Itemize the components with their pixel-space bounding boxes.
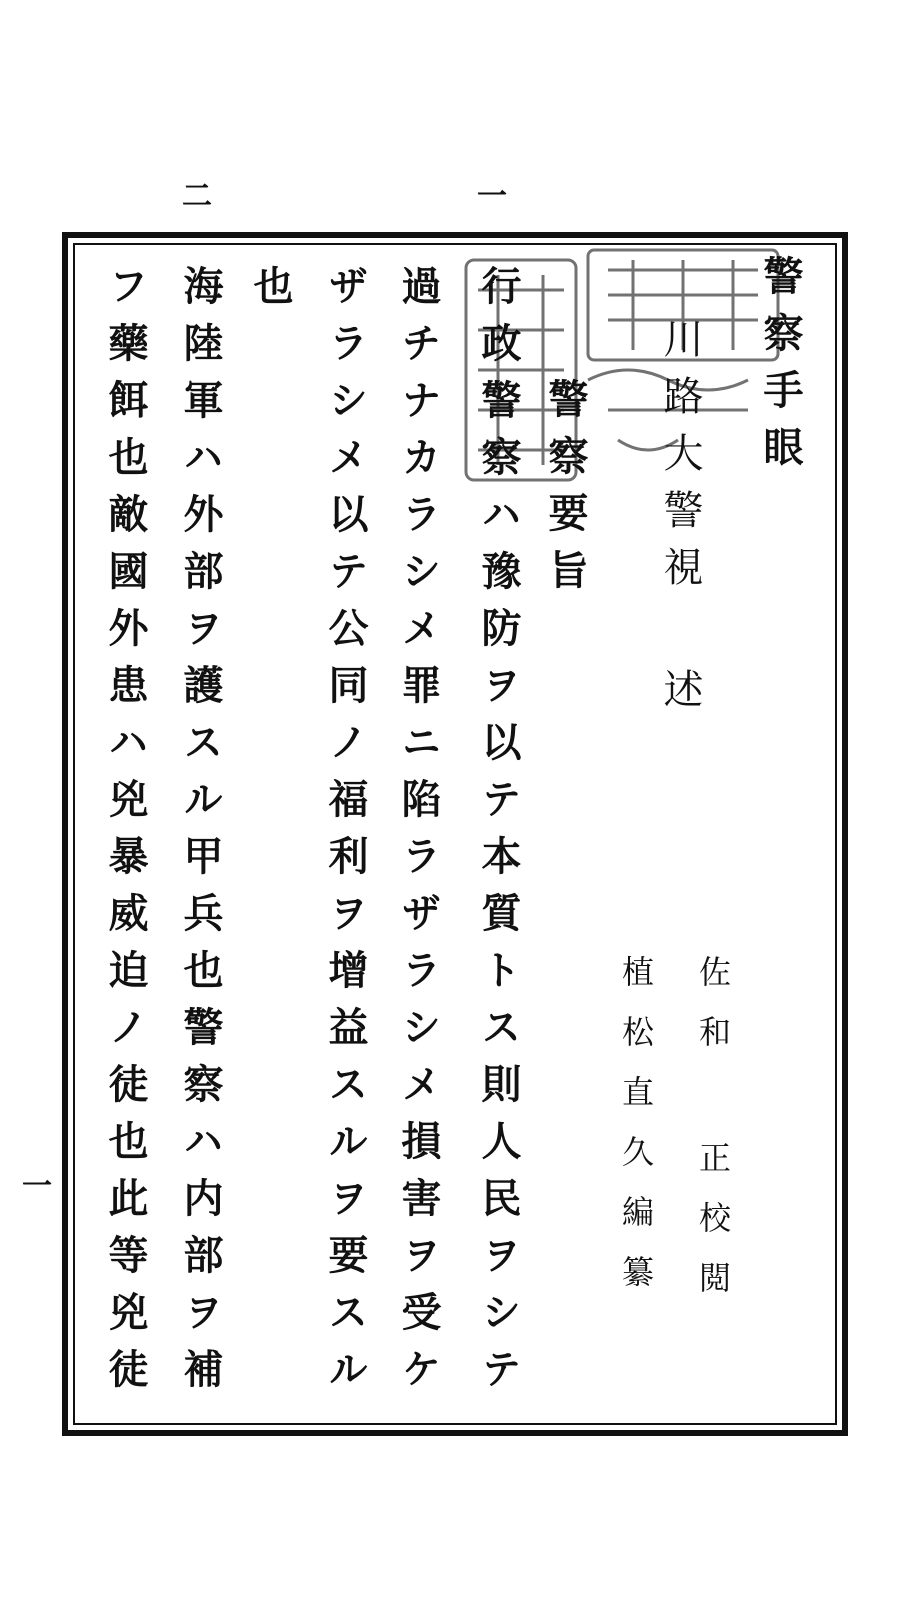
body-column-5: 海陸軍ハ外部ヲ護スル甲兵也警察ハ内部ヲ補: [177, 265, 224, 1405]
page-margin-mark: 一: [22, 1169, 52, 1204]
body-column-1: 行政警察ハ豫防ヲ以テ本質トス則人民ヲシテ: [475, 265, 522, 1405]
book-title: 警察手眼: [757, 255, 804, 483]
body-column-3: ザラシメ以テ公同ノ福利ヲ增益スルヲ要スル: [322, 265, 369, 1405]
section-number-one: 一: [477, 179, 507, 214]
body-column-6: フ藥餌也敵國外患ハ兇暴威迫ノ徒也此等兇徒: [102, 265, 149, 1405]
body-column-2: 過チナカラシメ罪ニ陷ラザラシメ損害ヲ受ケ: [395, 265, 442, 1405]
chapter-title: 警察要旨: [542, 378, 589, 606]
author-suffix: 述: [657, 668, 703, 725]
compiler-credit: 植松直久編纂: [617, 955, 655, 1315]
body-column-4: 也: [247, 265, 294, 322]
author-name: 川路大警視: [657, 318, 703, 603]
section-number-two: 二: [182, 179, 212, 214]
reviser-credit: 佐和 正校閲: [694, 955, 732, 1321]
